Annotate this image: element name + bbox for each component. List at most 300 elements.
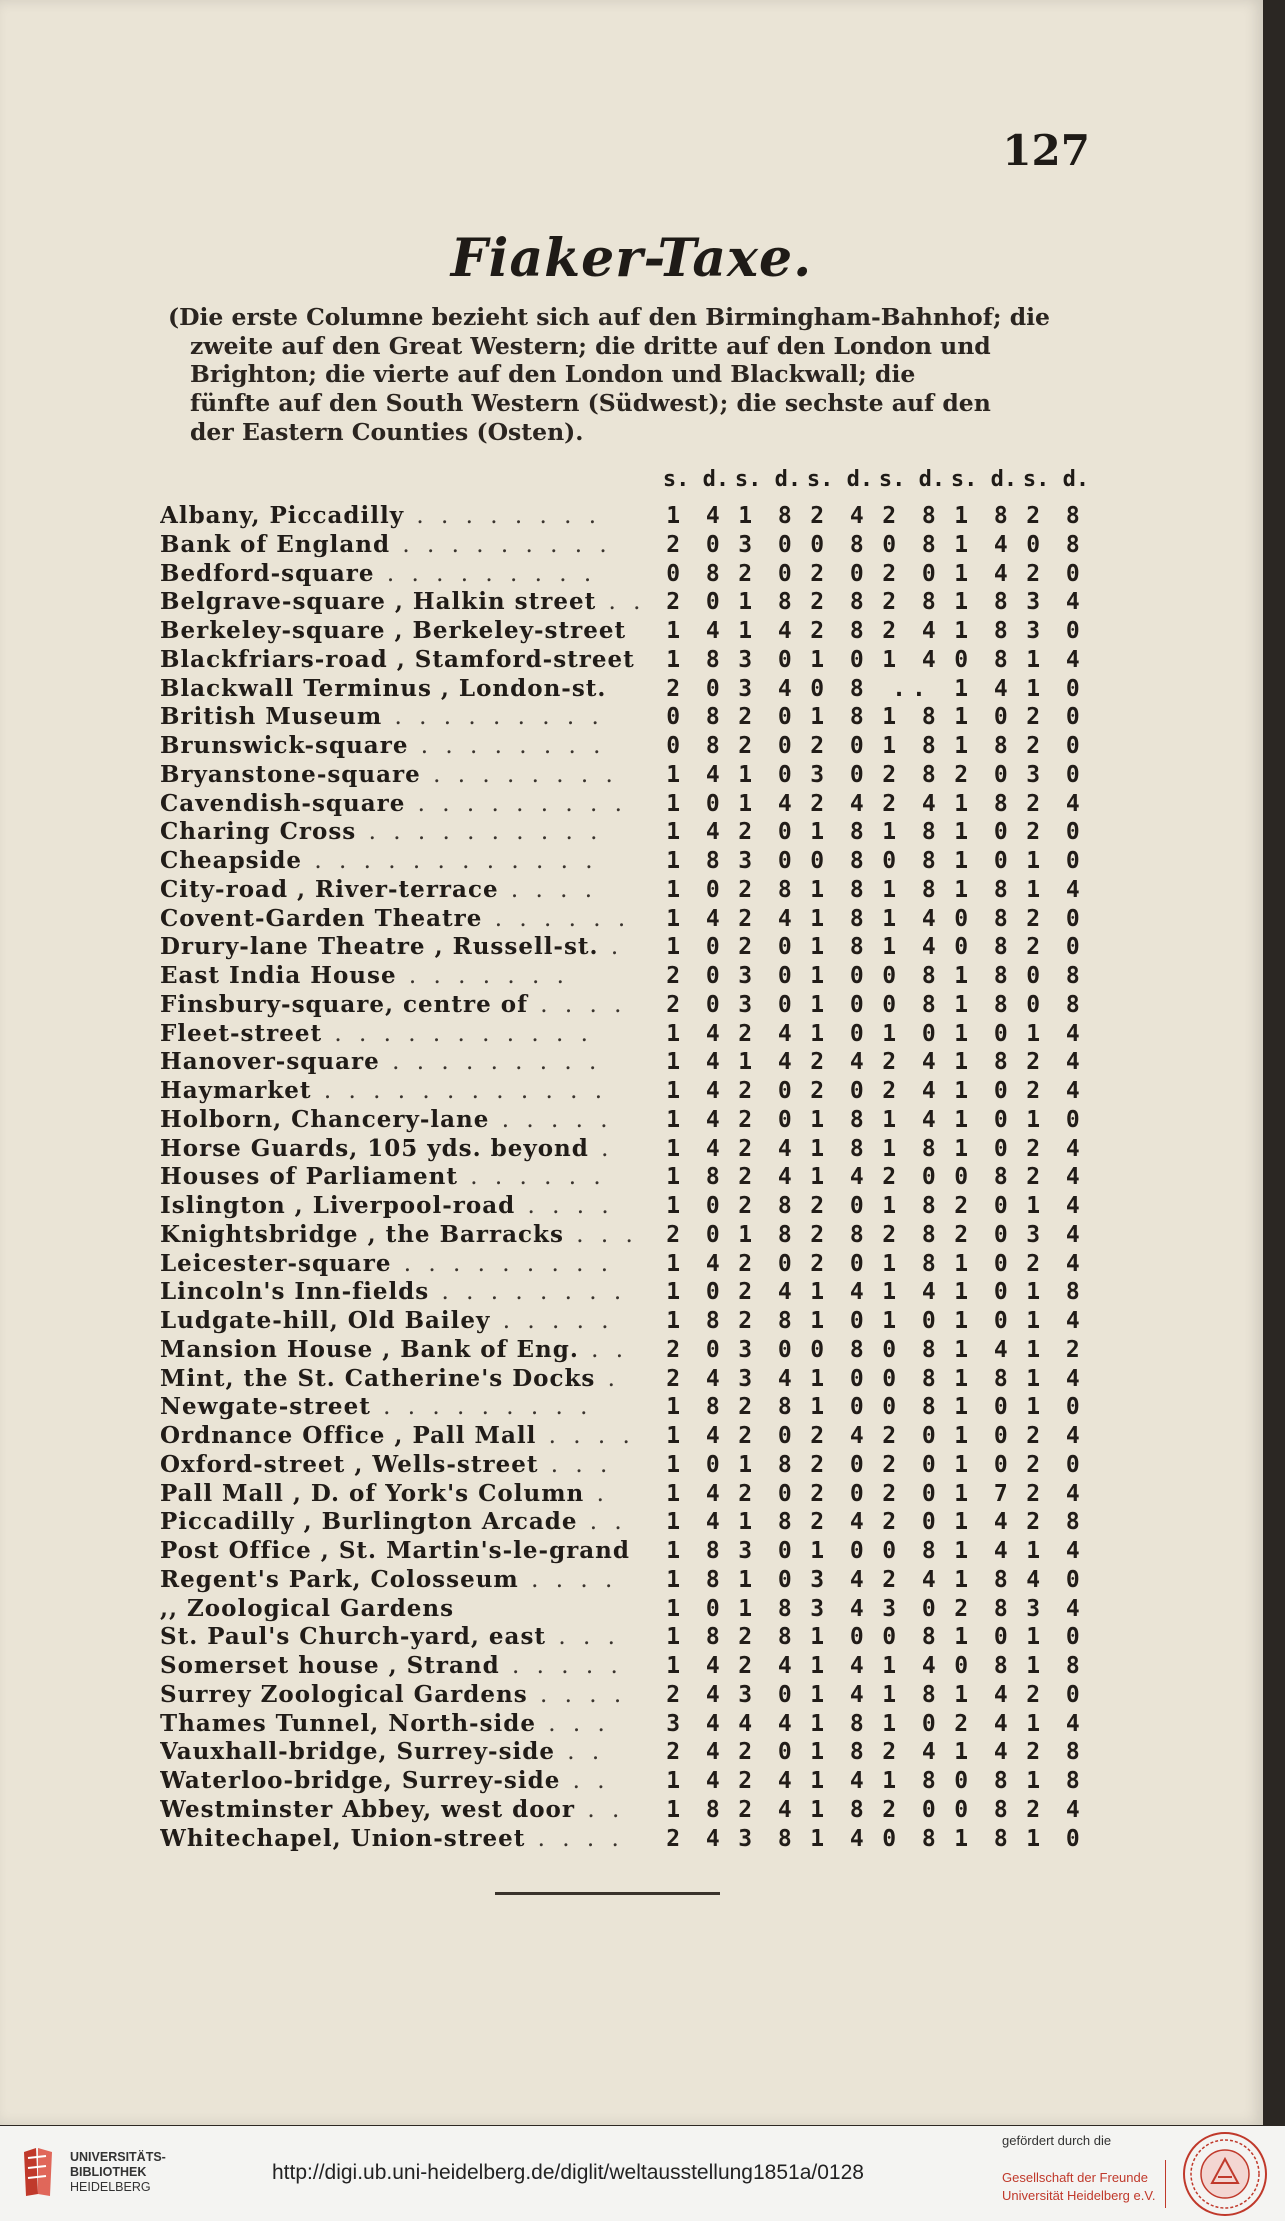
table-row	[160, 876, 1095, 905]
table-row	[160, 1192, 1095, 1221]
fare-cells	[660, 1739, 1092, 1765]
fare-cell: 2 0	[666, 963, 726, 989]
table-row	[160, 732, 1095, 761]
fare-cells	[660, 1279, 1092, 1305]
fare-cells	[660, 1366, 1092, 1392]
library-name-line: UNIVERSITÄTS-	[70, 2150, 166, 2164]
fare-cell: 2 0	[1026, 1451, 1086, 1478]
fare-cell: 1 8	[666, 1624, 726, 1651]
leader-dots: . .	[554, 1739, 605, 1766]
closing-rule	[495, 1892, 720, 1895]
place-label: Whitechapel, Union-street	[160, 1824, 526, 1852]
fare-cell: 0 8	[882, 1365, 942, 1392]
fare-cell: 1 8	[666, 848, 726, 874]
place-name	[160, 1077, 660, 1104]
table-row	[160, 1250, 1095, 1279]
place-label: East India House	[160, 962, 397, 989]
fare-cell: 2 0	[810, 1193, 870, 1219]
fare-cell: 1 4	[954, 1739, 1014, 1766]
place-label: Belgrave-square , Halkin street	[160, 588, 597, 616]
fare-table	[160, 502, 1095, 1853]
fare-cell: 1 0	[954, 1394, 1014, 1421]
fare-cell: 3 0	[882, 1595, 942, 1622]
fare-cell: 1 4	[1026, 1308, 1086, 1334]
place-label: Post Office , St. Martin's-le-grand	[160, 1537, 630, 1564]
place-name	[160, 1192, 660, 1219]
fare-cell: 2 0	[810, 1451, 870, 1478]
fare-cell: 1 0	[954, 1624, 1014, 1651]
fare-cells	[660, 791, 1092, 817]
table-row	[160, 1566, 1095, 1595]
fare-cell: 1 0	[810, 1624, 870, 1651]
table-row	[160, 1393, 1095, 1422]
fare-cell: 1 8	[666, 1394, 726, 1421]
place-name	[160, 732, 660, 759]
fare-cell: 1 0	[810, 1538, 870, 1564]
fare-cells	[660, 877, 1092, 903]
fare-cell: 1 8	[738, 1221, 798, 1248]
fare-cell: 2 0	[810, 1480, 870, 1507]
fare-cell: 2 8	[882, 503, 942, 529]
fare-cell: 1 8	[882, 733, 942, 759]
fare-cell: 1 4	[666, 1106, 726, 1133]
fare-cell: 2 8	[882, 1221, 942, 1248]
fare-cell: 1 4	[738, 1049, 798, 1076]
fare-cell: 1 4	[882, 1279, 942, 1306]
fare-cell: 1 4	[882, 1653, 942, 1679]
place-name	[160, 531, 660, 558]
fare-cell: 1 8	[810, 819, 870, 846]
place-name	[160, 1336, 660, 1363]
table-row	[160, 1595, 1095, 1624]
table-row	[160, 1681, 1095, 1710]
fare-cell: 0 8	[882, 531, 942, 558]
table-row	[160, 1221, 1095, 1250]
place-name	[160, 1422, 660, 1449]
fare-cell: 3 0	[1026, 761, 1086, 788]
fare-cell: 1 0	[810, 963, 870, 989]
fare-cell: 1 0	[666, 1193, 726, 1219]
fare-cell: 2 4	[738, 1020, 798, 1047]
fare-cell: 1 0	[1026, 1624, 1086, 1651]
fare-cell: 0 8	[810, 1336, 870, 1363]
fare-cell: 1 0	[1026, 848, 1086, 874]
fare-cells	[660, 1049, 1092, 1075]
fare-cell: 2 8	[882, 589, 942, 616]
fare-cell: 1 0	[882, 1710, 942, 1737]
fare-cell: 1 0	[954, 1078, 1014, 1104]
fare-cell: 1 4	[738, 618, 798, 644]
place-label: Mint, the St. Catherine's Docks	[160, 1364, 596, 1392]
leader-dots: . . . . . . . . .	[391, 1250, 614, 1277]
fare-cell: 2 4	[1026, 790, 1086, 817]
fare-cell: 1 4	[1026, 876, 1086, 903]
fare-cell: 1 0	[738, 761, 798, 788]
fare-cell: 1 8	[666, 1538, 726, 1564]
fare-cell: 2 0	[1026, 934, 1086, 961]
leader-dots: . . . . . .	[457, 1164, 606, 1191]
table-row	[160, 588, 1095, 617]
fare-cell: 1 4	[810, 1825, 870, 1852]
fare-cell: 2 4	[1026, 1423, 1086, 1449]
place-name	[160, 790, 660, 817]
leader-dots: . . . .	[525, 1825, 624, 1852]
place-label: Thames Tunnel, North-side	[160, 1709, 536, 1737]
fare-cell: 2 8	[810, 1221, 870, 1248]
place-name	[160, 1106, 660, 1133]
leader-dots: . . . . .	[499, 1653, 623, 1679]
place-label: Bryanstone-square	[160, 760, 421, 788]
fare-cell: 1 4	[666, 1480, 726, 1507]
leader-dots: . .	[578, 1336, 629, 1363]
fare-cell: 1 4	[810, 1681, 870, 1708]
fare-cell: 1 4	[666, 618, 726, 644]
place-label: Ludgate-hill, Old Bailey	[160, 1307, 491, 1334]
fare-cell: 1 8	[810, 1106, 870, 1133]
fare-cell: 2 8	[1026, 503, 1086, 529]
fare-cell: 2 4	[738, 905, 798, 932]
place-label: Knightsbridge , the Barracks	[160, 1220, 564, 1248]
fare-cell: 2 4	[882, 1739, 942, 1766]
fare-cell: 1 8	[954, 1825, 1014, 1852]
fare-cell: 1 8	[882, 1193, 942, 1219]
place-name	[160, 847, 660, 874]
table-row	[160, 1135, 1095, 1164]
column-header: s. d.	[878, 467, 946, 492]
fare-cell: 3 0	[738, 963, 798, 989]
place-label: St. Paul's Church-yard, east	[160, 1623, 547, 1651]
fare-cell: 1 4	[954, 1336, 1014, 1363]
column-header: s. d.	[806, 467, 874, 492]
fare-cell: 1 4	[882, 1106, 942, 1133]
fare-cell: 2 0	[1026, 704, 1086, 731]
table-row	[160, 1508, 1095, 1537]
fare-cell: 2 0	[738, 1078, 798, 1104]
place-name	[160, 1767, 660, 1794]
fare-cell: 1 0	[1026, 1394, 1086, 1421]
fare-cell: 2 0	[1026, 1681, 1086, 1708]
fare-cell: 2 0	[738, 560, 798, 587]
place-name	[160, 876, 660, 903]
fare-cells	[660, 733, 1092, 759]
leader-dots: . . . . . . . . . . . .	[311, 1078, 608, 1104]
leader-dots: . . . . . . . . . . .	[322, 1020, 593, 1047]
leader-dots: . . . . .	[490, 1308, 614, 1334]
sponsor-label: gefördert durch die	[1002, 2133, 1112, 2148]
place-label: Lincoln's Inn-fields	[160, 1278, 430, 1306]
fare-cell: 2 0	[954, 761, 1014, 788]
fare-cell: 2 0	[666, 675, 726, 702]
fare-cell: 1 4	[666, 1020, 726, 1047]
fare-cell: 1 4	[666, 819, 726, 846]
leader-dots: . . . .	[536, 1423, 635, 1449]
place-name	[160, 1221, 660, 1248]
fare-cell: 1 4	[810, 1164, 870, 1191]
fare-cell: 2 0	[1026, 905, 1086, 932]
place-label: Hanover-square	[160, 1048, 380, 1076]
fare-cell: 1 4	[1026, 1710, 1086, 1737]
fare-cells	[660, 1481, 1092, 1507]
fare-cell: 3 4	[738, 1365, 798, 1392]
fare-cell: 2 0	[738, 1423, 798, 1449]
fare-cell: 2 4	[810, 1423, 870, 1449]
university-seal-icon	[1182, 2131, 1268, 2217]
fare-cell: 1 4	[882, 646, 942, 673]
fare-cells	[660, 1711, 1092, 1737]
fare-cell: 1 2	[1026, 1336, 1086, 1363]
place-name	[160, 1825, 660, 1852]
fare-cell: 1 0	[954, 1279, 1014, 1306]
fare-cells	[660, 1308, 1092, 1334]
fare-cell: 1 8	[954, 503, 1014, 529]
fare-cells	[660, 1509, 1092, 1535]
table-row	[160, 1048, 1095, 1077]
fare-cells	[660, 1423, 1092, 1449]
fare-cell: 1 4	[666, 1509, 726, 1536]
leader-dots: . .	[575, 1796, 625, 1823]
place-label: Leicester-square	[160, 1249, 392, 1277]
table-row	[160, 1077, 1095, 1106]
place-name	[160, 1393, 660, 1420]
table-row	[160, 675, 1095, 704]
fare-cells	[660, 762, 1092, 788]
column-header: s. d.	[662, 467, 730, 492]
table-row	[160, 847, 1095, 876]
fare-cell: 2 0	[738, 704, 798, 731]
fare-cell: 1 4	[954, 1509, 1014, 1536]
source-url-link[interactable]: http://digi.ub.uni-heidelberg.de/diglit/weltausstellung1851a/0128	[272, 2161, 864, 2184]
fare-cell: 0 8	[1026, 531, 1086, 558]
fare-cell: 0 8	[954, 1796, 1014, 1823]
fare-cell: 2 0	[738, 1739, 798, 1766]
fare-cell: 1 4	[954, 560, 1014, 587]
fare-cell: 2 8	[1026, 1509, 1086, 1536]
fare-cells	[660, 1682, 1092, 1708]
fare-cells	[660, 647, 1092, 673]
table-row	[160, 818, 1095, 847]
table-row	[160, 1336, 1095, 1365]
page-number: 127	[1002, 126, 1090, 175]
fare-cell: 1 4	[666, 1653, 726, 1679]
place-name	[160, 933, 660, 960]
leader-dots: .	[598, 934, 624, 961]
table-row	[160, 905, 1095, 934]
fare-cell: 2 0	[1026, 733, 1086, 759]
table-row	[160, 1278, 1095, 1307]
fare-cell: 1 4	[666, 1078, 726, 1104]
place-name	[160, 560, 660, 587]
fare-cell: 1 4	[666, 1250, 726, 1277]
fare-cell: 2 0	[882, 1509, 942, 1536]
fare-cell: 1 8	[810, 905, 870, 932]
fare-cell: 1 4	[1026, 646, 1086, 673]
leader-dots: .	[584, 1480, 609, 1507]
place-label: Berkeley-square , Berkeley-street	[160, 617, 627, 644]
intro-line: der Eastern Counties (Osten).	[190, 417, 584, 446]
table-row	[160, 1652, 1095, 1681]
fare-cells	[660, 934, 1092, 960]
fare-cell: 2 0	[666, 589, 726, 616]
fare-cell: 2 4	[666, 1739, 726, 1766]
fare-cell: 1 4	[666, 1768, 726, 1794]
fare-cell: 1 8	[882, 1250, 942, 1277]
fare-cell: 2 4	[954, 1710, 1014, 1737]
fare-cells	[660, 1337, 1092, 1363]
fare-cells	[660, 618, 1092, 644]
fare-cell: 1 4	[954, 1681, 1014, 1708]
table-row	[160, 761, 1095, 790]
fare-cell: 1 0	[666, 876, 726, 903]
table-row	[160, 1710, 1095, 1739]
fare-cell: 2 8	[738, 1308, 798, 1334]
fare-cell: 1 0	[666, 1595, 726, 1622]
leader-dots: . . . . . . . .	[420, 761, 618, 788]
fare-cell: 2 4	[882, 1049, 942, 1076]
fare-cell: 1 8	[954, 1365, 1014, 1392]
fare-cell: 2 0	[738, 934, 798, 961]
fare-cell: 1 4	[666, 1049, 726, 1076]
fare-cell: 3 4	[810, 1595, 870, 1622]
fare-cell: 1 8	[954, 876, 1014, 903]
fare-cell: 2 0	[666, 991, 726, 1018]
place-label: Newgate-street	[160, 1393, 371, 1421]
fare-cell: 1 0	[954, 1308, 1014, 1334]
table-row	[160, 502, 1095, 531]
fare-cell: 1 4	[954, 531, 1014, 558]
fare-cell: 2 0	[810, 1078, 870, 1104]
leader-dots: . . . . . . . . .	[370, 1394, 593, 1421]
fare-cells	[660, 1797, 1092, 1823]
leader-dots: . . . .	[527, 991, 627, 1018]
fare-cells	[660, 704, 1092, 730]
table-row	[160, 991, 1095, 1020]
fare-cell: 3 0	[738, 991, 798, 1018]
fare-cells	[660, 561, 1092, 587]
intro-line: (Die erste Columne bezieht sich auf den Birmingham-Bahnhof; die	[168, 303, 1051, 331]
fare-cell: 1 8	[666, 646, 726, 673]
place-name	[160, 818, 660, 845]
fare-cell: 0 8	[1026, 991, 1086, 1018]
fare-cell: 1 0	[954, 848, 1014, 874]
fare-cell: 1 8	[954, 963, 1014, 989]
fare-cells	[660, 1768, 1092, 1794]
fare-cell: 1 8	[666, 1308, 726, 1334]
place-name	[160, 1595, 660, 1622]
fare-cell: 2 4	[666, 1681, 726, 1708]
intro-line: fünfte auf den South Western (Südwest); die sechste auf den	[190, 389, 991, 418]
fare-cells	[660, 1222, 1092, 1248]
fare-cell: 1 4	[738, 790, 798, 817]
fare-cell: 3 4	[1026, 1595, 1086, 1622]
place-label: Blackfriars-road , Stamford-street	[160, 645, 635, 673]
fare-cell: 2 0	[738, 1480, 798, 1507]
fare-cell: 3 4	[1026, 589, 1086, 616]
place-name	[160, 1451, 660, 1478]
fare-cell: 3 0	[810, 761, 870, 788]
fare-cells	[660, 1164, 1092, 1190]
place-label: Cavendish-square	[160, 789, 406, 817]
place-label: Somerset house , Strand	[160, 1652, 500, 1679]
fare-cell: 2 4	[882, 1566, 942, 1593]
fare-cell: 0 8	[666, 733, 726, 759]
fare-cell: 2 4	[666, 1365, 726, 1392]
fare-cell: 3 8	[738, 1825, 798, 1852]
table-row	[160, 646, 1095, 675]
fare-cell: 2 4	[1026, 1480, 1086, 1507]
fare-cell: 2 4	[738, 1653, 798, 1679]
fare-cell: 0 8	[882, 1336, 942, 1363]
fare-cell: 3 4	[1026, 1221, 1086, 1248]
fare-cell: 1 8	[738, 1451, 798, 1478]
fare-cells	[660, 1538, 1092, 1564]
fare-cell: 3 0	[738, 1538, 798, 1564]
fare-cell: 1 8	[1026, 1768, 1086, 1794]
place-label: Pall Mall , D. of York's Column	[160, 1479, 585, 1507]
fare-cell: 1 8	[954, 733, 1014, 759]
place-label: City-road , River-terrace	[160, 875, 499, 903]
place-name	[160, 1566, 660, 1593]
table-row	[160, 1825, 1095, 1854]
fare-cell: 2 4	[666, 1825, 726, 1852]
place-name	[160, 1365, 660, 1392]
fare-cell: 3 4	[666, 1710, 726, 1737]
fare-cell: 2 0	[882, 1451, 942, 1478]
fare-cell: 2 8	[954, 1595, 1014, 1622]
leader-dots: . . . . . . . . .	[382, 704, 604, 731]
fare-cell: 0 8	[1026, 963, 1086, 989]
fare-cells	[660, 676, 1092, 702]
fare-cell: 1 4	[882, 905, 942, 932]
fare-cell: 0 8	[882, 1624, 942, 1651]
fare-cell: 1 8	[882, 704, 942, 731]
fare-cell: 1 8	[810, 704, 870, 731]
place-label: ,, Zoological Gardens	[160, 1594, 455, 1622]
place-name	[160, 502, 660, 529]
table-row	[160, 1422, 1095, 1451]
fare-cell: 2 4	[738, 1279, 798, 1306]
fare-cell: 2 0	[882, 1164, 942, 1191]
fare-cell: 1 0	[1026, 1825, 1086, 1852]
place-label: Holborn, Chancery-lane	[160, 1105, 490, 1133]
table-row	[160, 703, 1095, 732]
fare-cells	[660, 1394, 1092, 1420]
table-row	[160, 1163, 1095, 1192]
column-header: s. d.	[950, 467, 1018, 492]
fare-cell: 2 8	[738, 1624, 798, 1651]
sponsor-name	[1002, 2169, 1155, 2205]
fare-cell: 2 8	[738, 1193, 798, 1219]
fare-cell: 1 0	[666, 790, 726, 817]
intro-paragraph	[168, 303, 1088, 447]
fare-cell: 2 0	[1026, 560, 1086, 587]
fare-cell: 1 4	[1026, 1365, 1086, 1392]
table-row	[160, 560, 1095, 589]
leader-dots: .	[588, 1135, 614, 1162]
fare-cell: 1 4	[882, 934, 942, 961]
leader-dots: . . . .	[527, 1681, 627, 1708]
leader-dots: . . . . . . . . .	[374, 560, 597, 587]
fare-cell: 2 0	[738, 1250, 798, 1277]
place-label: Piccadilly , Burlington Arcade	[160, 1508, 578, 1536]
fare-cell: 1 0	[810, 1365, 870, 1392]
fare-cell: ..	[892, 675, 932, 702]
fare-cells	[660, 1193, 1092, 1219]
fare-cell: 1 8	[954, 589, 1014, 616]
leader-dots: . . . . . . . .	[408, 733, 606, 759]
fare-cells	[660, 819, 1092, 845]
fare-cell: 2 8	[810, 618, 870, 644]
fare-cell: 0 8	[810, 848, 870, 874]
